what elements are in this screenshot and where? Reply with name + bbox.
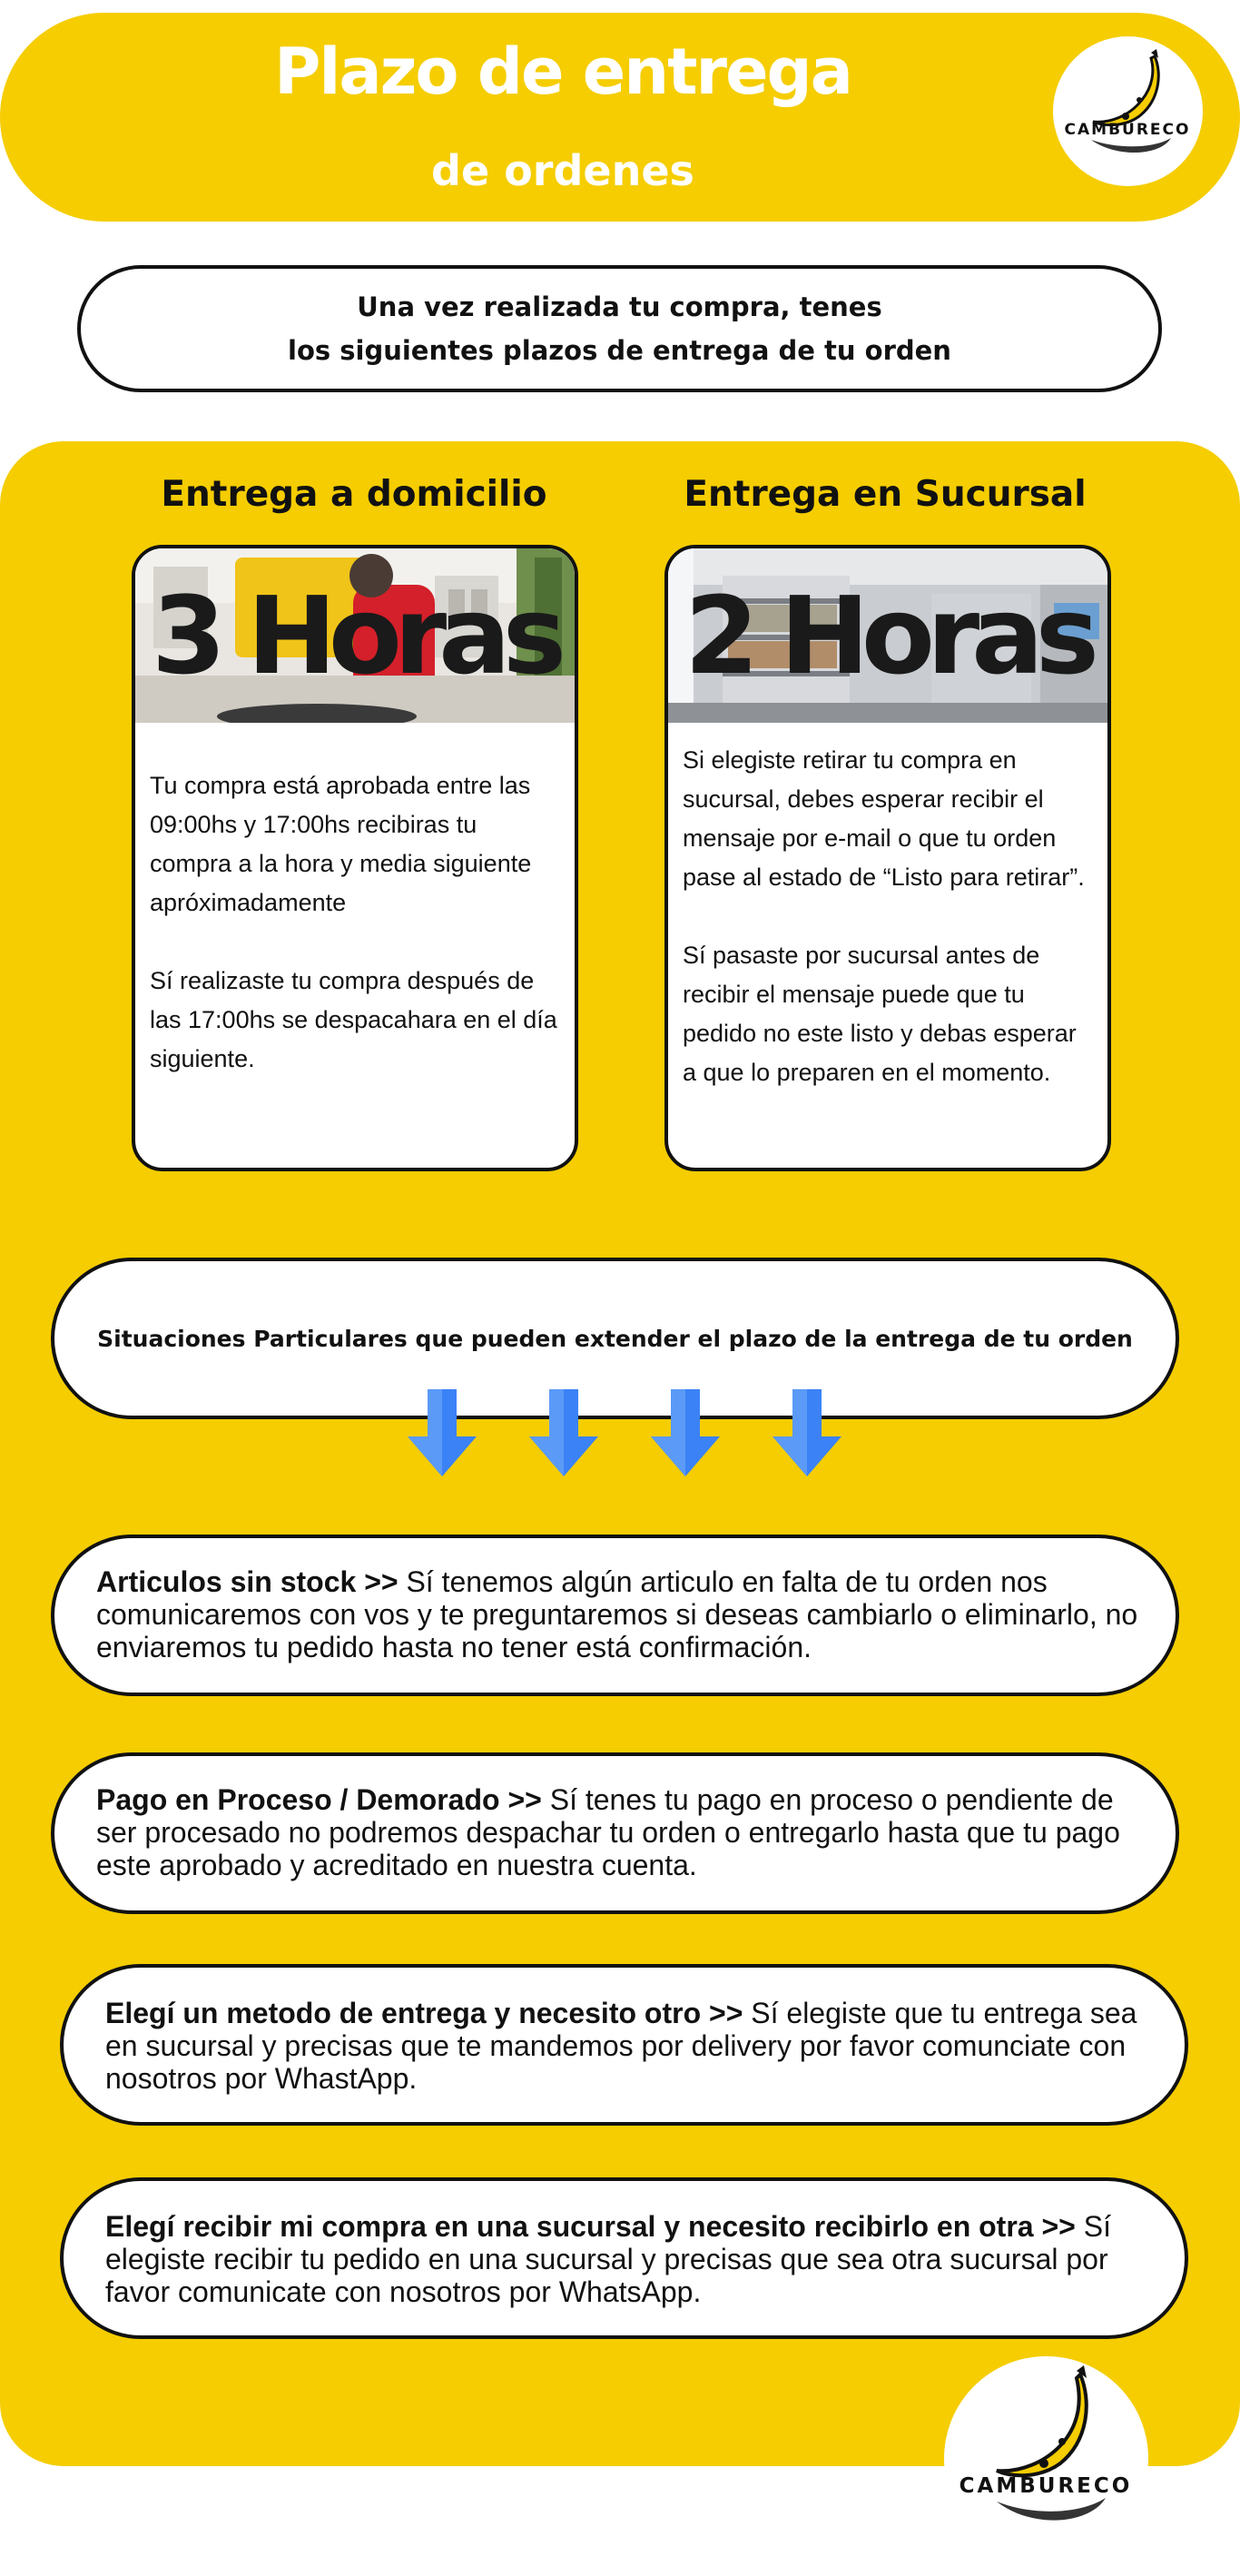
page-subtitle: de ordenes: [431, 146, 694, 195]
arrow-down-icon: [408, 1389, 477, 1476]
logo-wordmark: CAMBURECO: [1064, 121, 1191, 139]
case-text: [96, 1783, 1145, 1881]
case-description: Sí tenes tu pago en proceso o pendiente de ser procesado no podremos despachar tu orden o entregarlo hasta que tu pago este aprobado y acreditado en nuestra cuenta.: [96, 1783, 1120, 1881]
case-label: Articulos sin stock >>: [96, 1565, 399, 1598]
branch-delivery-paragraph-1: Si elegiste retirar tu compra en sucursal, debes esperar recibir el mensaje por e-mail o que tu orden pase al estado de “Listo para retirar”.: [683, 746, 1085, 891]
branch-delivery-paragraph-2: Sí pasaste por sucursal antes de recibir el mensaje puede que tu pedido no este listo y debas esperar a que lo preparen en el momento.: [683, 942, 1077, 1086]
home-delivery-description: [150, 766, 560, 1079]
case-text: [105, 2210, 1154, 2308]
cambureco-logo-footer: [944, 2356, 1148, 2561]
delivery-photo: [135, 548, 575, 723]
banana-logo-icon: [944, 2356, 1148, 2561]
arrow-down-icon: [651, 1389, 720, 1476]
case-change-delivery-method: [60, 1964, 1188, 2126]
page-title: Plazo de entrega: [274, 35, 851, 109]
situations-heading-box: [51, 1258, 1179, 1419]
intro-callout: [77, 265, 1162, 392]
arrow-down-icon: [529, 1389, 598, 1476]
case-out-of-stock: [51, 1535, 1179, 1696]
intro-line-2: los siguientes plazos de entrega de tu orden: [288, 335, 951, 366]
branch-delivery-description: [683, 741, 1093, 1092]
case-payment-pending: [51, 1752, 1179, 1914]
branch-delivery-title: Entrega en Sucursal: [684, 474, 1087, 515]
arrow-down-icon: [773, 1389, 841, 1476]
situations-heading: Situaciones Particulares que pueden extender el plazo de la entrega de tu orden: [97, 1325, 1133, 1352]
store-photo: [668, 548, 1107, 723]
case-description: Sí elegiste recibir tu pedido en una sucursal y precisas que sea otra sucursal por favor comunicate con nosotros por WhatsApp.: [105, 2210, 1111, 2308]
cambureco-logo: [1053, 36, 1203, 186]
home-delivery-title: Entrega a domicilio: [161, 474, 547, 515]
case-description: Sí tenemos algún articulo en falta de tu orden nos comunicaremos con vos y te preguntaremos si deseas cambiarlo o eliminarlo, no enviaremos tu pedido hasta no tener está confirmación.: [96, 1565, 1138, 1663]
branch-delivery-card: [664, 545, 1111, 1171]
case-text: [105, 1997, 1154, 2095]
home-delivery-paragraph-2: Sí realizaste tu compra después de las 17:00hs se despacahara en el día siguiente.: [150, 967, 557, 1072]
home-delivery-time: 3 Horas: [151, 573, 559, 698]
case-change-branch: [60, 2177, 1188, 2339]
case-label: Elegí un metodo de entrega y necesito otro >>: [105, 1997, 743, 2029]
banana-logo-icon: [1053, 36, 1203, 186]
home-delivery-paragraph-1: Tu compra está aprobada entre las 09:00hs y 17:00hs recibiras tu compra a la hora y media siguiente apróximadamente: [150, 772, 532, 916]
case-description: Sí elegiste que tu entrega sea en sucursal y precisas que te mandemos por delivery por favor comunciate con nosotros por WhastApp.: [105, 1997, 1137, 2095]
case-label: Pago en Proceso / Demorado >>: [96, 1783, 542, 1816]
home-delivery-card: [132, 545, 578, 1171]
case-text: [96, 1565, 1145, 1663]
branch-delivery-time: 2 Horas: [684, 573, 1092, 698]
case-label: Elegí recibir mi compra en una sucursal y necesito recibirlo en otra >>: [105, 2210, 1076, 2243]
logo-wordmark: CAMBURECO: [959, 2474, 1133, 2498]
intro-line-1: Una vez realizada tu compra, tenes: [357, 291, 882, 322]
